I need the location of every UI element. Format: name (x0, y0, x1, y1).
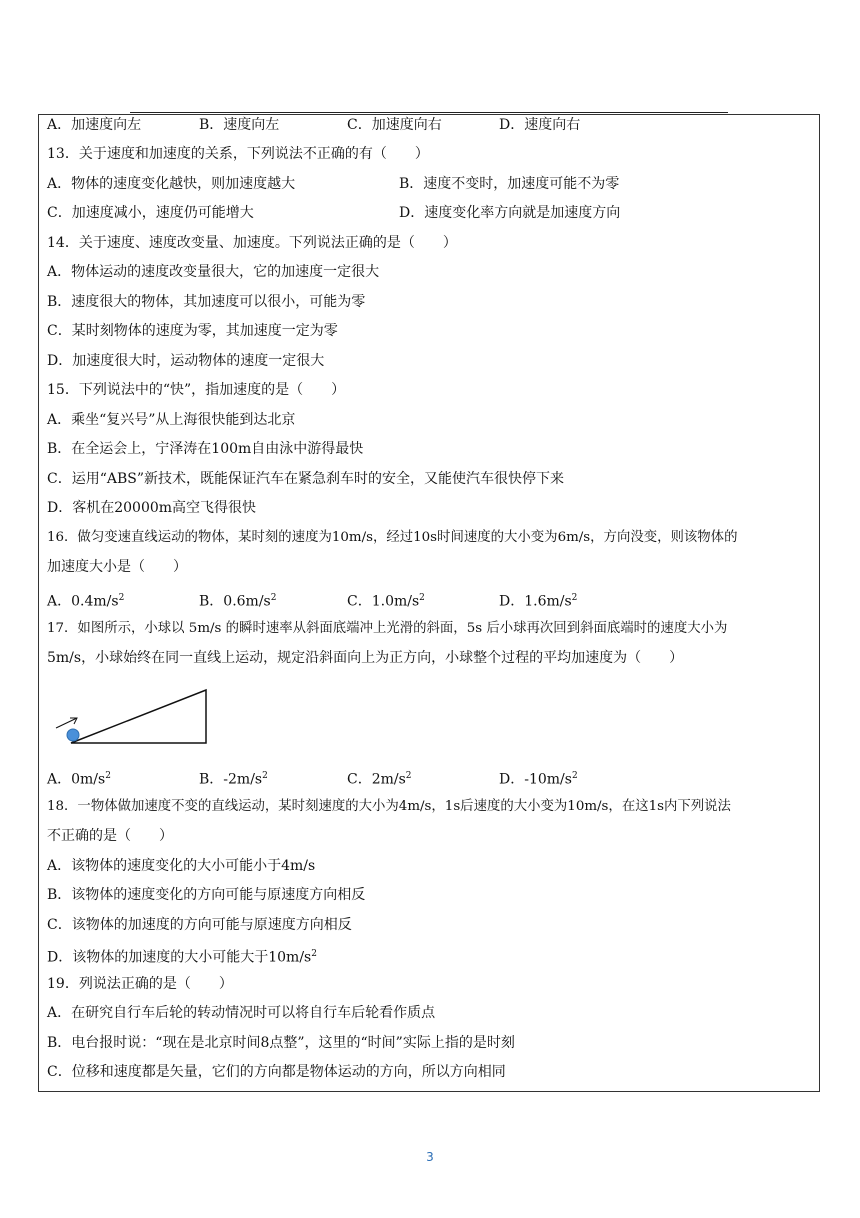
q16-option-d-exponent: 2 (571, 593, 578, 603)
q16-stem-line2: 加速度大小是（ ） (47, 559, 187, 575)
q16-option-b: B．$0.6m/s^2$ (199, 593, 277, 610)
header-rule (130, 112, 728, 113)
q15-option-c: C．运用“ABS”新技术，既能保证汽车在紧急刹车时的安全，又能使汽车很快停下来 (47, 471, 565, 487)
q18-option-b: B．该物体的速度变化的方向可能与原速度方向相反 (47, 887, 366, 903)
q16-stem-line1: 16．做匀变速直线运动的物体，某时刻的速度为10m/s，经过10s时间速度的大小变为6m/s，方向没变，则该物体的 (47, 530, 738, 545)
q17-option-a: A．$0m/s^2$ (47, 771, 111, 788)
q17-option-c-exponent: 2 (405, 771, 412, 781)
q16-option-b-exponent: 2 (270, 593, 277, 603)
q13-stem: 13．关于速度和加速度的关系，下列说法不正确的有（ ） (47, 146, 429, 162)
q12-options (39, 115, 819, 135)
q16-option-a: A．$0.4m/s^2$ (47, 593, 125, 610)
ball-icon (67, 729, 79, 741)
q18-stem-line1: 18．一物体做加速度不变的直线运动，某时刻速度的大小为4m/s，1s后速度的大小变为10m/s，在这1s内下列说法 (47, 799, 731, 814)
q18-option-c: C．该物体的加速度的方向可能与原速度方向相反 (47, 917, 352, 933)
q14-option-b: B．速度很大的物体，其加速度可以很小，可能为零 (47, 294, 366, 310)
q15-option-d: D．客机在20000m高空飞得很快 (47, 500, 257, 516)
q17-options (39, 766, 819, 786)
q13-option-c: C．加速度减小，速度仍可能增大 (47, 205, 254, 221)
q19-option-c: C．位移和速度都是矢量，它们的方向都是物体运动的方向，所以方向相同 (47, 1064, 506, 1080)
q16-option-a-exponent: 2 (118, 593, 125, 603)
q17-option-c: C．$2m/s^2$ (347, 771, 412, 788)
q12-option-c: C．加速度向右 (347, 117, 442, 133)
q15-option-b: B．在全运会上，宁泽涛在100m自由泳中游得最快 (47, 441, 364, 457)
q19-option-a: A．在研究自行车后轮的转动情况时可以将自行车后轮看作质点 (47, 1005, 436, 1021)
q14-option-a: A．物体运动的速度改变量很大，它的加速度一定很大 (47, 264, 380, 280)
page-number: 3 (426, 1150, 434, 1164)
q16-option-c-exponent: 2 (419, 593, 425, 603)
q13-options-row1 (39, 174, 819, 194)
q15-stem: 15．下列说法中的“快”，指加速度的是（ ） (47, 382, 346, 398)
q15-option-a: A．乘坐“复兴号”从上海很快能到达北京 (47, 412, 296, 428)
q12-option-a: A．加速度向左 (47, 117, 142, 133)
incline-diagram (51, 683, 221, 747)
q19-option-b: B．电台报时说：“现在是北京时间8点整”，这里的“时间”实际上指的是时刻 (47, 1035, 515, 1051)
q16-option-c: C．$1.0m/s^2$ (347, 593, 425, 610)
q17-stem-line2: 5m/s，小球始终在同一直线上运动，规定沿斜面向上为正方向，小球整个过程的平均加速度为（ ） (47, 650, 684, 666)
q17-option-d: D．$-10m/s^2$ (499, 771, 578, 788)
velocity-arrow-icon (56, 718, 77, 728)
q13-option-a: A．物体的速度变化越快，则加速度越大 (47, 176, 296, 192)
q18-option-d: D．该物体的加速度的大小可能大于$10m/s^2$ (47, 949, 317, 966)
q17-option-d-exponent: 2 (571, 771, 578, 781)
q18-option-a: A．该物体的速度变化的大小可能小于4m/s (47, 858, 316, 874)
q14-option-d: D．加速度很大时，运动物体的速度一定很大 (47, 353, 325, 369)
q13-options-row2 (39, 203, 819, 223)
q16-options (39, 588, 819, 608)
incline-triangle (71, 690, 206, 743)
q19-stem: 19．列说法正确的是（ ） (47, 976, 233, 992)
q17-option-b: B．$-2m/s^2$ (199, 771, 268, 788)
question-frame (38, 114, 820, 1092)
q13-option-b: B．速度不变时，加速度可能不为零 (399, 176, 620, 192)
q17-stem-line1: 17．如图所示，小球以 5m/s 的瞬时速率从斜面底端冲上光滑的斜面，5s 后小球再次回到斜面底端时的速度大小为 (47, 621, 728, 636)
q16-option-d: D．$1.6m/s^2$ (499, 593, 578, 610)
q17-option-a-exponent: 2 (105, 771, 111, 781)
q12-option-b: B．速度向左 (199, 117, 280, 133)
q14-stem: 14．关于速度、速度改变量、加速度。下列说法正确的是（ ） (47, 235, 457, 251)
q18-option-d-exponent: 2 (311, 949, 317, 959)
q18-stem-line2: 不正确的是（ ） (47, 828, 173, 844)
q14-option-c: C．某时刻物体的速度为零，其加速度一定为零 (47, 323, 338, 339)
q17-option-b-exponent: 2 (262, 771, 268, 781)
q12-option-d: D．速度向右 (499, 117, 581, 133)
q13-option-d: D．速度变化率方向就是加速度方向 (399, 205, 621, 221)
